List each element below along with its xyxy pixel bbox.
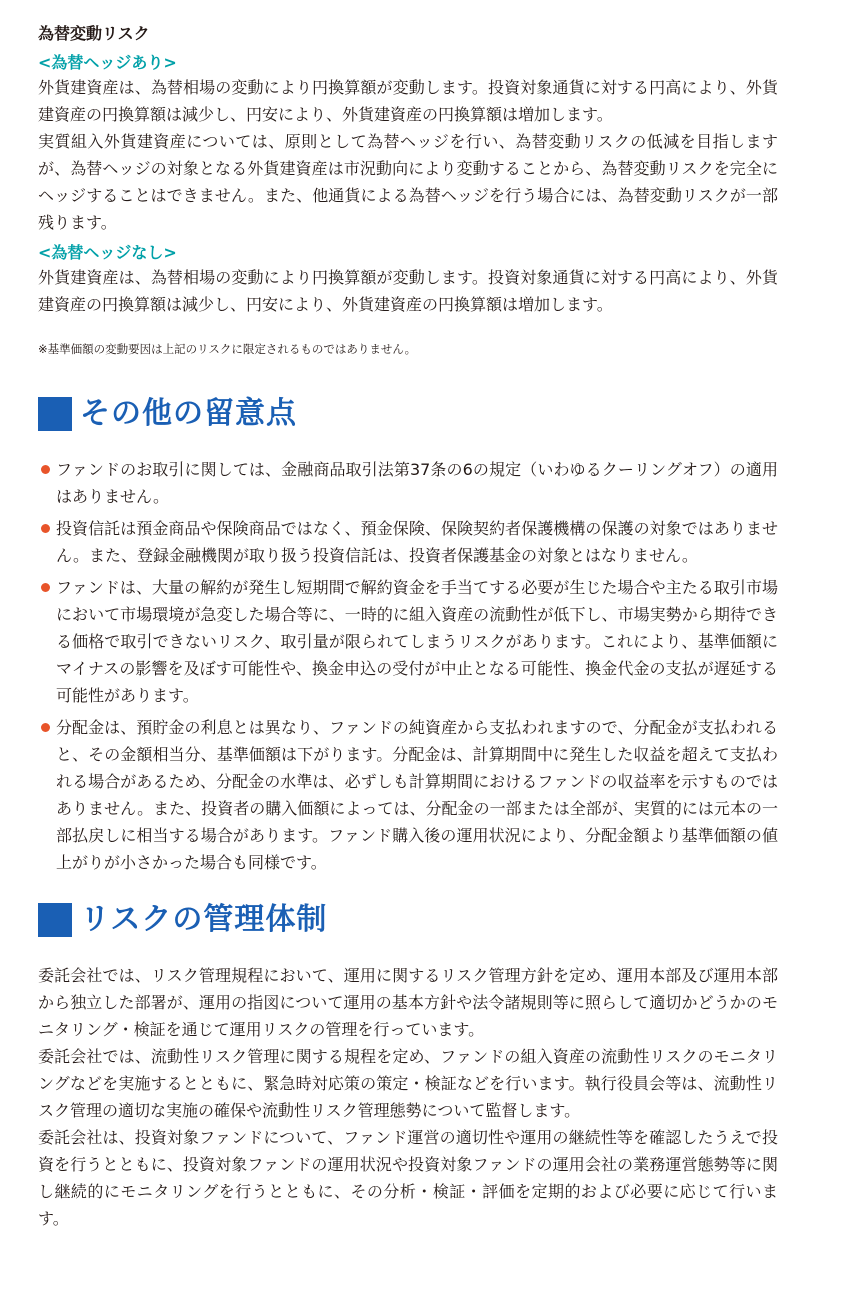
- hedged-paragraph-2: 実質組入外貨建資産については、原則として為替ヘッジを行い、為替変動リスクの低減を目指しますが、為替ヘッジの対象となる外貨建資産は市況動向により変動することから、為替変動リスクを完全にヘッジすることはできません。また、他通貨による為替ヘッジを行う場合には、為替変動リスクが一部残ります。: [38, 132, 778, 232]
- bullet-dot-icon: [41, 465, 50, 474]
- bullet-dot-icon: [41, 723, 50, 732]
- risk-management-paragraph-2: 委託会社では、流動性リスク管理に関する規程を定め、ファンドの組入資産の流動性リスクのモニタリングなどを実施するとともに、緊急時対応策の策定・検証などを行います。執行役員会等は、流動性リスク管理の適切な実施の確保や流動性リスク管理態勢について監督します。: [38, 1047, 778, 1120]
- other-notes-list: [38, 456, 778, 876]
- other-notes-title: その他の留意点: [80, 396, 297, 431]
- risk-management-section: [38, 898, 778, 1232]
- bullet-dot-icon: [41, 524, 50, 533]
- fx-risk-heading: 為替変動リスク: [38, 24, 150, 43]
- fx-risk-note: ※基準価額の変動要因は上記のリスクに限定されるものではありません。: [38, 342, 417, 356]
- list-item: [38, 515, 778, 569]
- unhedged-label: <為替ヘッジなし>: [38, 243, 177, 262]
- risk-management-paragraph-1: 委託会社では、リスク管理規程において、運用に関するリスク管理方針を定め、運用本部及び運用本部から独立した部署が、運用の指図について運用の基本方針や法令諸規則等に照らして適切かどうかのモニタリング・検証を通じて運用リスクの管理を行っています。: [38, 966, 778, 1039]
- risk-management-paragraph-3: 委託会社は、投資対象ファンドについて、ファンド運営の適切性や運用の継続性等を確認したうえで投資を行うとともに、投資対象ファンドの運用状況や投資対象ファンドの運用会社の業務運営態勢等に関し継続的にモニタリングを行うとともに、その分析・検証・評価を定期的および必要に応じて行います。: [38, 1128, 778, 1228]
- risk-management-heading: [38, 898, 778, 942]
- fx-risk-section: [38, 22, 778, 358]
- other-notes-heading: [38, 392, 778, 436]
- list-item-text: ファンドは、大量の解約が発生し短期間で解約資金を手当てする必要が生じた場合や主たる取引市場において市場環境が急変した場合等に、一時的に組入資産の流動性が低下し、市場実勢から期待できる価格で取引できないリスク、取引量が限られてしまうリスクがあります。これにより、基準価額にマイナスの影響を及ぼす可能性や、換金申込の受付が中止となる可能性、換金代金の支払が遅延する可能性があります。: [56, 578, 778, 705]
- list-item: [38, 574, 778, 709]
- risk-management-title: リスクの管理体制: [80, 902, 328, 937]
- heading-square-icon: [38, 903, 72, 937]
- document-page: [38, 22, 778, 1232]
- hedged-paragraph-1: 外貨建資産は、為替相場の変動により円換算額が変動します。投資対象通貨に対する円高により、外貨建資産の円換算額は減少し、円安により、外貨建資産の円換算額は増加します。: [38, 78, 778, 124]
- list-item: [38, 714, 778, 876]
- list-item-text: 投資信託は預金商品や保険商品ではなく、預金保険、保険契約者保護機構の保護の対象ではありません。また、登録金融機関が取り扱う投資信託は、投資者保護基金の対象とはなりません。: [56, 519, 778, 565]
- hedged-label: <為替ヘッジあり>: [38, 53, 177, 72]
- bullet-dot-icon: [41, 583, 50, 592]
- heading-square-icon: [38, 397, 72, 431]
- list-item-text: 分配金は、預貯金の利息とは異なり、ファンドの純資産から支払われますので、分配金が支払われると、その金額相当分、基準価額は下がります。分配金は、計算期間中に発生した収益を超えて支払われる場合があるため、分配金の水準は、必ずしも計算期間におけるファンドの収益率を示すものではありません。また、投資者の購入価額によっては、分配金の一部または全部が、実質的には元本の一部払戻しに相当する場合があります。ファンド購入後の運用状況により、分配金額より基準価額の値上がりが小さかった場合も同様です。: [56, 718, 778, 872]
- unhedged-paragraph-1: 外貨建資産は、為替相場の変動により円換算額が変動します。投資対象通貨に対する円高により、外貨建資産の円換算額は減少し、円安により、外貨建資産の円換算額は増加します。: [38, 268, 778, 314]
- list-item-text: ファンドのお取引に関しては、金融商品取引法第37条の6の規定（いわゆるクーリングオフ）の適用はありません。: [56, 460, 778, 506]
- other-notes-section: [38, 392, 778, 876]
- risk-management-body: [38, 962, 778, 1232]
- list-item: [38, 456, 778, 510]
